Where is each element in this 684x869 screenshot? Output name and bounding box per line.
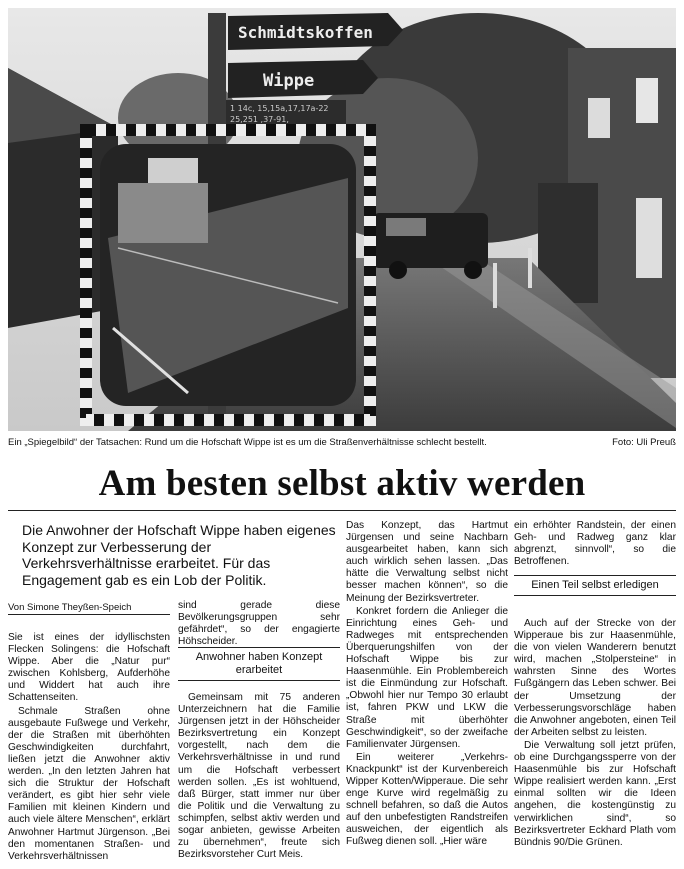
headline: Am besten selbst aktiv werden: [98, 463, 586, 504]
paragraph: Sie ist eines der idyllischsten Flecken Solingens: die Hofschaft Wippe. Aber die „Natur pur“ zwischen Kohlsberg, Aufderhöhe und Widdert hat auch ihre Schattenseiten.: [8, 632, 170, 704]
subheading-box: [178, 647, 340, 681]
lead-paragraph: Die Anwohner der Hofschaft Wippe haben eigenes Konzept zur Verbesserung der Verkehrsverhältnisse erarbeitet. Für das Engagement gab es ein Lob der Politik.: [22, 522, 336, 588]
caption-text: Ein „Spiegelbild“ der Tatsachen: Rund um die Hofschaft Wippe ist es um die Straßenverhältnisse schlecht bestellt.: [8, 437, 487, 448]
street-scene-illustration: [8, 8, 676, 431]
subheading: Einen Teil selbst erledigen: [531, 579, 659, 591]
byline-rule: [8, 614, 170, 615]
subheading: Anwohner haben Konzept erarbeitet: [195, 651, 323, 676]
headline-rule: [8, 510, 676, 511]
paragraph: Schmale Straßen ohne ausgebaute Fußwege und Verkehr, der die Straßen mit überhöhten Geschwindigkeiten durchfahrt, ließen jetzt die Anwohner aktiv werden. „In den letzten Jahren hat sich die Struktur der Hofschaft verändert, es gibt hier sehr viele Familien mit kleinen Kindern und auch viele ältere Menschen“, erklärt Anwohner Hartmut Jürgenson. „Bei den momentanen Straßen- und Verkehrsverhältnissen: [8, 705, 170, 862]
paragraph: Konkret fordern die Anlieger die Einrichtung eines Geh- und Radweges mit entsprechenden Überquerungshilfen von der Hofschaft Wippe bis zur Haasenmühle. Ein Problembereich ist die Einmündung zur Hofschaft. „Obwohl hier nur Tempo 30 erlaubt ist, fahren PKW und LKW die Straße mit überhöhter Geschwindigkeit“, so der zweifache Familienvater Jürgensen.: [346, 605, 508, 750]
subheading-box: [514, 575, 676, 596]
photo-caption: [8, 437, 676, 448]
house-number-plate-line2: 25,251 ,37-91,: [230, 115, 289, 124]
street-sign-wippe: Wippe: [263, 71, 315, 91]
paragraph: sind gerade diese Bevölkerungsgruppen sehr gefährdet“, so der engagierte Höhscheider.: [178, 600, 340, 648]
byline: Von Simone Theyßen-Speich: [8, 602, 132, 613]
article-column-3: [346, 520, 508, 850]
paragraph: Gemeinsam mit 75 anderen Unterzeichnern hat die Familie Jürgensen jetzt in der Höhscheider Bezirksvertretung ein Konzept vorgestellt, nach dem die Verkehrsverhältnisse in und rund um die Hofschaft verbessert werden sollen. „Es ist wohltuend, daß Bürger, statt immer nur über die Politik und die Verwaltung zu schimpfen, selbst aktiv werden und sogar anbieten, gewisse Arbeiten zu übernehmen“, freute sich Bezirksvorsteher Curt Meis.: [178, 692, 340, 861]
article-column-2b: [178, 692, 340, 862]
paragraph: Das Konzept, das Hartmut Jürgensen und seine Nachbarn ausgearbeitet haben, kann sich auch wirklich sehen lassen. „Das hätte die Verwaltung selbst nicht besser machen können“, so die Meinung der Bezirksvertreter.: [346, 520, 508, 604]
article-column-4: [514, 520, 676, 569]
news-photo: [8, 8, 676, 431]
house-number-plate-line1: 1 14c, 15,15a,17,17a-22: [230, 104, 329, 113]
paragraph: Die Verwaltung soll jetzt prüfen, ob eine Durchgangssperre von der Haasenmühle bis zur Hofschaft Wippe realisiert werden kann. „Erst einmal sollten wir die Ideen angehen, die kostengünstig zu verwirklichen sind“, so Bezirksvertreter Eckhard Plath vom Bündnis 90/Die Grünen.: [514, 739, 676, 848]
paragraph: Auch auf der Strecke von der Wipperaue bis zur Haasenmühle, die von vielen Wanderern benutzt wird, machen „Stolpersteine“ in wahrsten Sinne des Wortes Fußgängern das Leben schwer. Bei der Umsetzung der Verbesserungsvorschläge haben die Anwohner angeboten, einen Teil der Arbeiten selbst zu leisten.: [514, 618, 676, 738]
street-sign-schmidtskoffen: Schmidtskoffen: [238, 23, 373, 42]
article-column-2: [178, 600, 340, 649]
photo-credit: Foto: Uli Preuß: [612, 437, 676, 448]
paragraph: ein erhöhter Randstein, der einen Geh- und Radweg ganz klar abgrenzt, sinnvoll“, so die Betroffenen.: [514, 520, 676, 568]
article-column-1: [8, 632, 170, 864]
article-column-4b: [514, 618, 676, 850]
paragraph: Ein weiterer „Verkehrs-Knackpunkt“ ist der Kurvenbereich Wipper Kotten/Wipperaue. Die sehr enge Kurve wird regelmäßig zu schnell befahren, so daß die Autos auf den unbefestigten Randstreifen ausweichen, der eigentlich als Fußweg dienen soll. „Hier wäre: [346, 751, 508, 848]
